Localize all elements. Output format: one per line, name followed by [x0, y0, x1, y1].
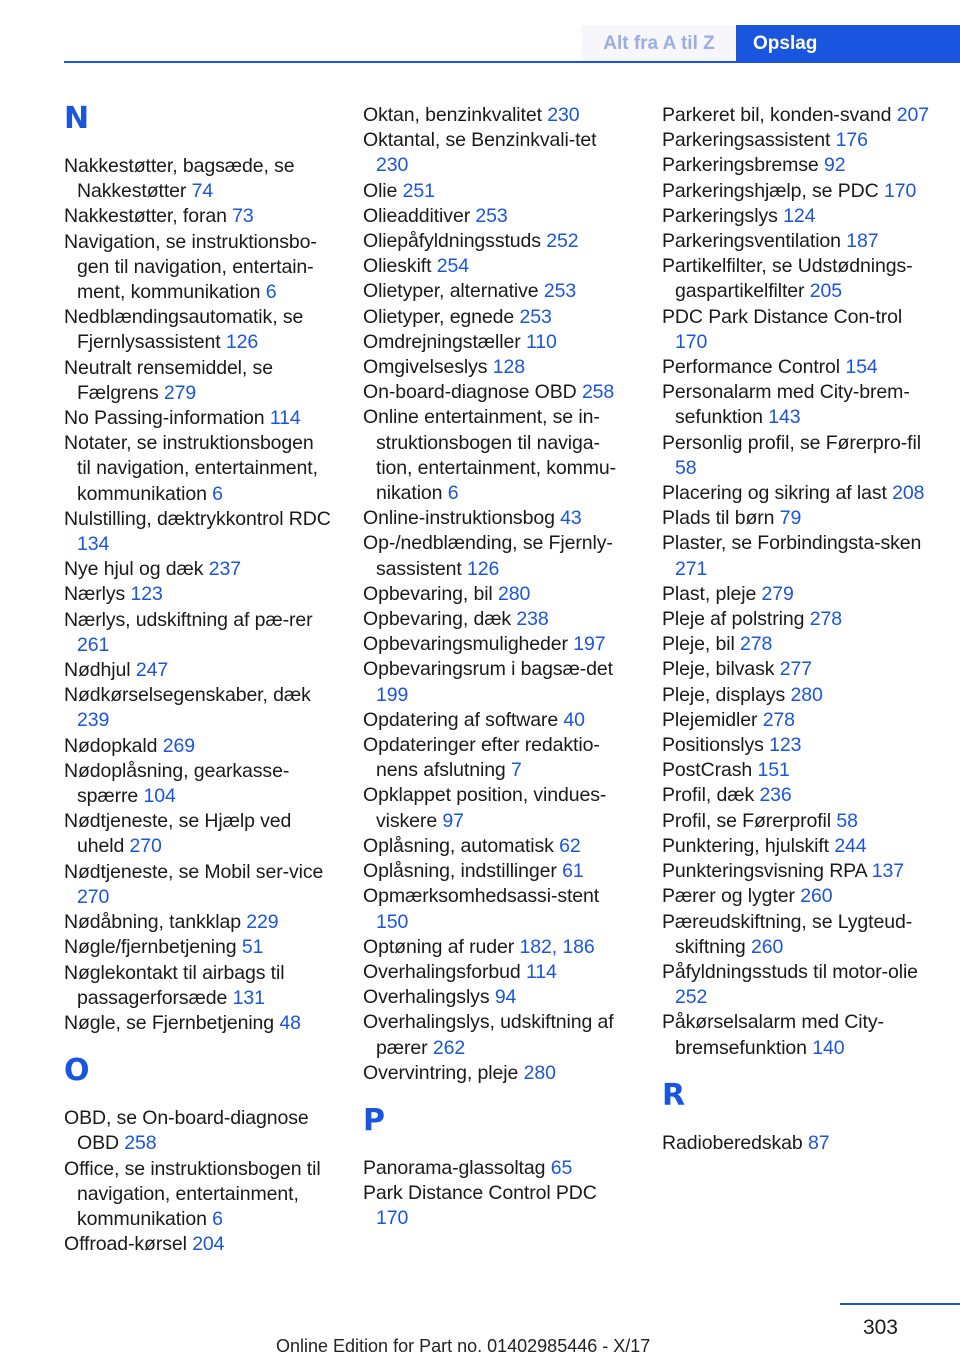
- index-entry: [662, 1131, 930, 1156]
- index-entry: [363, 859, 631, 884]
- page-link[interactable]: 279: [163, 381, 197, 404]
- index-entry: [662, 179, 930, 204]
- index-column-1: [64, 103, 332, 1257]
- page-link[interactable]: 6: [265, 281, 277, 304]
- page-link[interactable]: 128: [492, 356, 525, 379]
- entry-text: Nærlys: [64, 583, 126, 606]
- entry-text: Parkeringsventilation: [662, 230, 841, 253]
- index-entry: [363, 960, 631, 985]
- page-link[interactable]: 258: [124, 1132, 157, 1155]
- index-entry: [64, 1157, 332, 1233]
- page-link[interactable]: 230: [547, 104, 580, 126]
- page-link[interactable]: 254: [436, 255, 470, 278]
- entry-text: Performance Control: [662, 356, 841, 379]
- entry-text: Panorama-glassoltag: [363, 1156, 546, 1179]
- index-entry: [662, 506, 930, 531]
- page-link[interactable]: 79: [779, 507, 802, 530]
- page-link[interactable]: 140: [812, 1036, 845, 1059]
- index-entry: [64, 658, 332, 683]
- entry-text: Olieskift: [363, 255, 432, 278]
- page-link[interactable]: 134: [77, 533, 110, 556]
- index-entry: [662, 355, 930, 380]
- page-link[interactable]: 253: [475, 204, 508, 227]
- entry-text: PDC Park Distance Con-trol: [662, 305, 903, 328]
- entry-text: Opklappet position, vindues-viskere: [363, 784, 607, 832]
- page-link[interactable]: 207: [896, 104, 929, 126]
- page-link[interactable]: 262: [432, 1036, 466, 1059]
- entry-text: Påfyldningsstuds til motor-olie: [662, 960, 918, 983]
- page-link[interactable]: 237: [208, 558, 241, 581]
- index-entry: [64, 582, 332, 607]
- index-entry: [662, 531, 930, 581]
- index-entry: [64, 507, 332, 557]
- page-link[interactable]: 6: [212, 482, 223, 505]
- entry-text: Nødhjul: [64, 659, 131, 682]
- entry-text: Opbevaring, dæk: [363, 608, 512, 631]
- index-entry: [64, 356, 332, 406]
- entry-text: Nulstilling, dæktrykkontrol RDC: [64, 507, 331, 530]
- entry-text: Plaster, se Forbindingsta-sken: [662, 532, 922, 555]
- index-entry: [363, 179, 631, 204]
- footer-rule: [840, 1303, 960, 1305]
- index-entry: [363, 985, 631, 1010]
- index-entry: [363, 632, 631, 657]
- entry-text: Parkeringslys: [662, 204, 778, 227]
- page-link[interactable]: 150: [376, 910, 409, 933]
- entry-text: Positionslys: [662, 734, 764, 757]
- page-link[interactable]: 114: [525, 960, 557, 983]
- entry-text: Olietyper, alternative: [363, 280, 539, 303]
- page-link[interactable]: 251: [402, 179, 435, 202]
- entry-text: Pleje, bilvask: [662, 658, 775, 681]
- entry-text: Olieadditiver: [363, 204, 471, 227]
- page-link[interactable]: 137: [871, 860, 905, 883]
- index-entry: [363, 305, 631, 330]
- page-link[interactable]: 104: [143, 785, 176, 808]
- page-link[interactable]: 230: [376, 154, 409, 177]
- index-entry: [363, 405, 631, 506]
- index-entry: [363, 733, 631, 783]
- index-entry: [662, 657, 930, 682]
- page-link[interactable]: 126: [467, 557, 500, 580]
- index-entry: [363, 279, 631, 304]
- page-link[interactable]: 229: [246, 911, 279, 934]
- page-link[interactable]: 269: [162, 734, 195, 757]
- page-link[interactable]: 238: [516, 608, 549, 631]
- entry-text: Nødoplåsning, gearkasse-spærre: [64, 759, 290, 808]
- entry-text: Punkteringsvisning RPA: [662, 860, 867, 883]
- page-link[interactable]: 260: [800, 885, 833, 908]
- entry-text: Placering og sikring af last: [662, 482, 887, 505]
- index-entry: [662, 733, 930, 758]
- index-entry: [363, 783, 631, 833]
- page-link[interactable]: 110: [525, 330, 557, 353]
- page-link[interactable]: 170: [376, 1207, 409, 1230]
- index-entry: [662, 607, 930, 632]
- index-entry: [363, 330, 631, 355]
- page-number: 303: [862, 1316, 898, 1339]
- index-entry: [64, 734, 332, 759]
- header-active-tab: Opslag: [736, 25, 960, 62]
- page-link[interactable]: 270: [77, 885, 110, 908]
- entry-text: Olie: [363, 179, 398, 202]
- entry-text: Oliepåfyldningsstuds: [363, 230, 541, 253]
- index-entry: [64, 406, 332, 431]
- index-entry: [64, 557, 332, 582]
- page-link[interactable]: 61: [562, 860, 584, 883]
- index-entry: [662, 380, 930, 430]
- page-link[interactable]: 279: [761, 582, 794, 605]
- entry-text: Nedblændingsautomatik, se Fjernlysassistent: [64, 306, 304, 354]
- page-link[interactable]: 258: [581, 381, 615, 404]
- entry-text: Parkeringsassistent: [662, 129, 831, 152]
- entry-text: Nøglekontakt til airbags til passagerforsæde: [64, 961, 285, 1009]
- page-link[interactable]: 270: [129, 835, 162, 858]
- index-entry: [662, 910, 930, 960]
- entry-text: Omgivelseslys: [363, 356, 488, 379]
- index-entry: [363, 204, 631, 229]
- page-link[interactable]: 62: [559, 834, 581, 857]
- entry-text: Park Distance Control PDC: [363, 1182, 597, 1205]
- entry-text: Oktantal, se Benzinkvali-tet: [363, 129, 597, 152]
- index-entry: [64, 305, 332, 355]
- index-entry: [64, 809, 332, 859]
- page-link[interactable]: 143: [768, 406, 801, 429]
- entry-text: Nøgle, se Fjernbetjening: [64, 1011, 275, 1034]
- index-entry: [662, 783, 930, 808]
- page-link[interactable]: 51: [241, 936, 264, 959]
- index-entry: [662, 305, 930, 355]
- page-link[interactable]: 208: [892, 482, 925, 505]
- entry-text: Nøgle/fjernbetjening: [64, 936, 237, 959]
- entry-text: Notater, se instruktionsbogen til navigation, entertainment, kommunikation: [64, 432, 318, 505]
- page-link[interactable]: 87: [807, 1131, 830, 1154]
- index-entry: [662, 229, 930, 254]
- index-column-3: [662, 103, 930, 1156]
- index-entry: [662, 683, 930, 708]
- page-link[interactable]: 74: [191, 180, 214, 203]
- page-link[interactable]: 114: [269, 407, 301, 430]
- page-link[interactable]: 124: [783, 204, 816, 227]
- entry-text: Pleje, displays: [662, 683, 786, 706]
- index-entry: [662, 481, 930, 506]
- entry-text: Pærer og lygter: [662, 885, 795, 908]
- page-link[interactable]: 244: [834, 834, 867, 857]
- entry-text: Personlig profil, se Førerpro-fil: [662, 431, 921, 454]
- index-entry: [363, 128, 631, 178]
- section-letter: P: [363, 1102, 385, 1138]
- page-link[interactable]: 151: [757, 759, 790, 782]
- entry-text: Plast, pleje: [662, 582, 757, 605]
- page-link[interactable]: 92: [823, 154, 846, 177]
- entry-text: Nødtjeneste, se Hjælp ved uheld: [64, 810, 292, 858]
- index-entry: [662, 153, 930, 178]
- entry-text: Nærlys, udskiftning af pæ-rer: [64, 608, 313, 631]
- page-link[interactable]: 199: [376, 683, 409, 706]
- entry-text: Plejemidler: [662, 708, 758, 731]
- page-link[interactable]: 94: [494, 986, 517, 1009]
- index-entry: [64, 1106, 332, 1156]
- page-link[interactable]: 271: [675, 557, 708, 580]
- index-entry: [662, 834, 930, 859]
- index-entry: [64, 1232, 332, 1257]
- section-letter: O: [64, 1053, 90, 1089]
- entry-text: Påkørselsalarm med City-bremsefunktion: [662, 1011, 884, 1059]
- page-link[interactable]: 247: [135, 659, 169, 682]
- index-entry: [64, 431, 332, 507]
- index-entry: [662, 859, 930, 884]
- page-link[interactable]: 7: [511, 759, 522, 782]
- index-entry: [64, 961, 332, 1011]
- page-link[interactable]: 253: [519, 305, 552, 328]
- page-link[interactable]: 65: [550, 1156, 573, 1179]
- entry-text: Nødåbning, tankklap: [64, 911, 241, 934]
- index-entry: [363, 506, 631, 531]
- index-column-2: [363, 103, 631, 1232]
- entry-text: Online entertainment, se in-struktionsbogen til naviga-tion, entertainment, kommu-nikation: [363, 406, 617, 505]
- entry-text: Personalarm med City-brem-sefunktion: [662, 381, 910, 429]
- index-entry: [662, 809, 930, 834]
- index-entry: [662, 708, 930, 733]
- index-entry: [64, 860, 332, 910]
- page-link[interactable]: 278: [740, 633, 773, 656]
- page-link[interactable]: 58: [836, 809, 858, 832]
- index-entry: [64, 608, 332, 658]
- page-link[interactable]: 253: [543, 280, 577, 303]
- index-entry: [363, 1010, 631, 1060]
- index-entry: [363, 582, 631, 607]
- index-entry: [363, 355, 631, 380]
- index-entry: [662, 431, 930, 481]
- page-link[interactable]: 48: [279, 1011, 301, 1034]
- entry-text: Radioberedskab: [662, 1131, 803, 1154]
- index-entry: [363, 884, 631, 934]
- entry-text: Nye hjul og dæk: [64, 558, 204, 581]
- page-link[interactable]: 280: [498, 582, 531, 605]
- page-link[interactable]: 280: [790, 683, 823, 706]
- page-link[interactable]: 6: [212, 1207, 223, 1230]
- index-entry: [363, 103, 631, 128]
- entry-text: Partikelfilter, se Udstødnings-gaspartikelfilter: [662, 255, 913, 303]
- page-link[interactable]: 73: [232, 205, 254, 228]
- index-entry: [363, 657, 631, 707]
- page-link[interactable]: 197: [573, 633, 606, 656]
- entry-text: Punktering, hjulskift: [662, 834, 829, 857]
- entry-text: PostCrash: [662, 759, 753, 782]
- page-link[interactable]: 252: [675, 986, 708, 1009]
- entry-text: Opdateringer efter redaktio-nens afslutning: [363, 734, 600, 782]
- page-link[interactable]: 123: [769, 734, 802, 757]
- page-link[interactable]: 154: [845, 356, 878, 379]
- index-entry: [363, 708, 631, 733]
- entry-text: Olietyper, egnede: [363, 305, 515, 328]
- entry-text: Pæreudskiftning, se Lygteud-skiftning: [662, 910, 913, 958]
- entry-text: Opbevaringsrum i bagsæ-det: [363, 658, 613, 681]
- index-entry: [363, 935, 631, 960]
- index-entry: [64, 683, 332, 733]
- page-link[interactable]: 280: [523, 1061, 556, 1084]
- entry-text: Neutralt rensemiddel, se Fælgrens: [64, 356, 273, 404]
- entry-text: Offroad-kørsel: [64, 1233, 187, 1256]
- page-link[interactable]: 204: [192, 1233, 225, 1256]
- entry-text: Overhalingslys: [363, 986, 490, 1009]
- index-entry: [64, 910, 332, 935]
- page-link[interactable]: 182, 186: [519, 935, 595, 958]
- index-entry: [363, 1061, 631, 1086]
- page-link[interactable]: 176: [835, 129, 868, 152]
- page-link[interactable]: 239: [77, 709, 110, 732]
- entry-text: Nødopkald: [64, 734, 158, 757]
- entry-text: Pleje, bil: [662, 633, 735, 656]
- entry-text: Oktan, benzinkvalitet: [363, 104, 542, 126]
- entry-text: Opdatering af software: [363, 708, 559, 731]
- index-entry: [64, 204, 332, 229]
- section-letter: R: [662, 1077, 686, 1113]
- page-link[interactable]: 131: [232, 986, 265, 1009]
- page-link[interactable]: 123: [130, 583, 163, 606]
- index-entry: [662, 254, 930, 304]
- index-entry: [64, 759, 332, 809]
- edition-line: Online Edition for Part no. 01402985446 - X/17: [276, 1336, 651, 1356]
- entry-text: Oplåsning, indstillinger: [363, 860, 557, 883]
- index-entry: [64, 230, 332, 306]
- index-entry: [64, 1011, 332, 1036]
- entry-text: Navigation, se instruktionsbo-gen til navigation, entertain-ment, kommunikation: [64, 230, 317, 304]
- entry-text: Plads til børn: [662, 507, 775, 530]
- index-entry: [363, 834, 631, 859]
- page-link[interactable]: 6: [447, 482, 459, 505]
- entry-text: Online-instruktionsbog: [363, 507, 555, 530]
- page-link[interactable]: 97: [442, 809, 464, 832]
- page-link[interactable]: 187: [846, 230, 879, 253]
- index-entry: [662, 758, 930, 783]
- index-entry: [662, 582, 930, 607]
- index-entry: [64, 935, 332, 960]
- entry-text: Overhalingslys, udskiftning af pærer: [363, 1011, 614, 1059]
- page-link[interactable]: 40: [563, 708, 585, 731]
- header-rule: [64, 61, 960, 63]
- index-entry: [363, 531, 631, 581]
- index-entry: [662, 128, 930, 153]
- entry-text: Profil, dæk: [662, 784, 755, 807]
- index-entry: [363, 1156, 631, 1181]
- entry-text: Nødkørselsegenskaber, dæk: [64, 684, 311, 707]
- entry-text: Overvintring, pleje: [363, 1061, 519, 1084]
- page-link[interactable]: 236: [759, 784, 792, 807]
- entry-text: Parkeringsbremse: [662, 154, 819, 177]
- entry-text: On-board-diagnose OBD: [363, 381, 577, 404]
- page-link[interactable]: 278: [762, 708, 795, 731]
- page-link[interactable]: 170: [675, 330, 708, 353]
- index-entry: [363, 229, 631, 254]
- index-entry: [363, 1181, 631, 1231]
- index-entry: [662, 884, 930, 909]
- entry-text: Nakkestøtter, bagsæde, se Nakkestøtter: [64, 155, 295, 203]
- page-link[interactable]: 277: [779, 658, 812, 681]
- page-link[interactable]: 205: [809, 280, 843, 303]
- index-entry: [64, 154, 332, 204]
- page-link[interactable]: 261: [77, 633, 110, 656]
- index-entry: [662, 960, 930, 1010]
- entry-text: Oplåsning, automatisk: [363, 834, 554, 857]
- entry-text: OBD, se On-board-diagnose OBD: [64, 1107, 309, 1155]
- entry-text: Optøning af ruder: [363, 935, 515, 958]
- entry-text: Pleje af polstring: [662, 608, 805, 631]
- entry-text: No Passing-information: [64, 407, 265, 430]
- header-section-tab: Alt fra A til Z: [582, 25, 736, 62]
- entry-text: Omdrejningstæller: [363, 330, 521, 353]
- page-link[interactable]: 278: [809, 608, 842, 631]
- entry-text: Parkeret bil, konden-svand: [662, 104, 892, 126]
- page-link[interactable]: 43: [560, 507, 582, 530]
- entry-text: Op-/nedblænding, se Fjernly-sassistent: [363, 532, 613, 580]
- index-entry: [363, 254, 631, 279]
- entry-text: Overhalingsforbud: [363, 960, 521, 983]
- page-link[interactable]: 252: [546, 230, 579, 253]
- page-link[interactable]: 260: [750, 935, 784, 958]
- index-entry: [363, 607, 631, 632]
- entry-text: Office, se instruktionsbogen til navigation, entertainment, kommunikation: [64, 1157, 321, 1230]
- page-link[interactable]: 170: [883, 179, 917, 202]
- entry-text: Opbevaring, bil: [363, 582, 493, 605]
- entry-text: Parkeringshjælp, se PDC: [662, 179, 879, 202]
- index-entry: [363, 380, 631, 405]
- index-entry: [662, 632, 930, 657]
- index-entry: [662, 204, 930, 229]
- entry-text: Nødtjeneste, se Mobil ser-vice: [64, 860, 324, 883]
- index-entry: [662, 1010, 930, 1060]
- entry-text: Profil, se Førerprofil: [662, 809, 831, 832]
- index-entry: [662, 103, 930, 128]
- page-link[interactable]: 58: [675, 456, 697, 479]
- entry-text: Opmærksomhedsassi-stent: [363, 885, 600, 908]
- entry-text: Nakkestøtter, foran: [64, 205, 227, 228]
- page-link[interactable]: 126: [225, 331, 259, 354]
- entry-text: Opbevaringsmuligheder: [363, 633, 568, 656]
- section-letter: N: [64, 101, 90, 136]
